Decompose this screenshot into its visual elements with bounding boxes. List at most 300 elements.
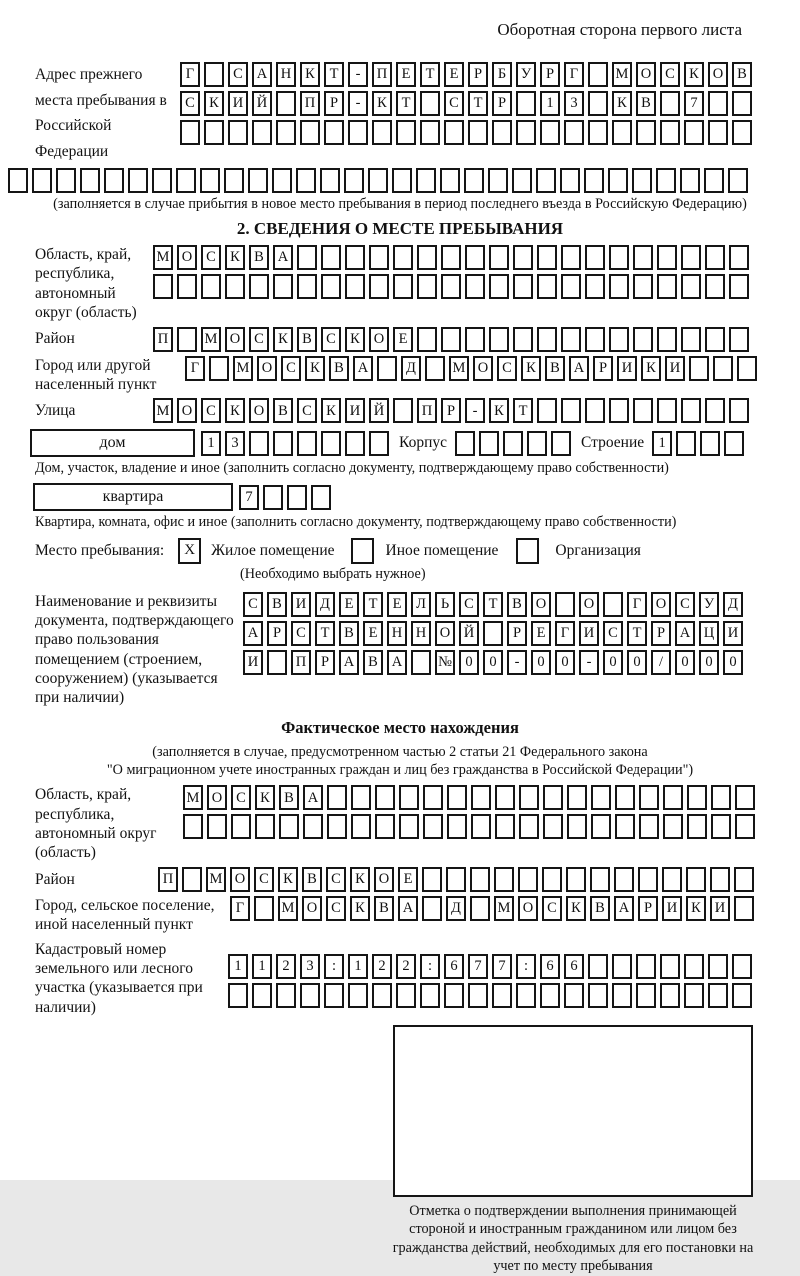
char-cell: М — [494, 896, 514, 921]
char-cell — [588, 983, 608, 1008]
char-cell — [420, 120, 440, 145]
char-cell — [513, 245, 533, 270]
char-cell — [540, 120, 560, 145]
char-cell — [396, 983, 416, 1008]
char-cell — [608, 168, 628, 193]
char-cell — [422, 867, 442, 892]
char-cell — [321, 431, 341, 456]
char-cell: С — [231, 785, 251, 810]
char-cell: К — [521, 356, 541, 381]
char-cell — [320, 168, 340, 193]
char-cell — [615, 785, 635, 810]
char-cell: К — [350, 867, 370, 892]
char-cell — [396, 120, 416, 145]
char-cell — [276, 91, 296, 116]
prev-address-rows — [180, 62, 752, 145]
char-cell: В — [339, 621, 359, 646]
char-cell — [324, 983, 344, 1008]
char-cell — [80, 168, 100, 193]
char-cell: В — [267, 592, 287, 617]
char-cell — [660, 983, 680, 1008]
char-cell: 0 — [459, 650, 479, 675]
al-region-row-2 — [183, 814, 755, 839]
char-cell — [479, 431, 499, 456]
char-cell: : — [420, 954, 440, 979]
char-cell: Б — [492, 62, 512, 87]
stay-other-premises-checkbox[interactable] — [351, 538, 374, 564]
char-cell — [483, 621, 503, 646]
char-cell — [543, 814, 563, 839]
char-cell — [551, 431, 571, 456]
char-cell: 0 — [627, 650, 647, 675]
al-cadastral-label: Кадастровый номер земельного или лесного участка (указывается при наличии) — [35, 940, 203, 1016]
char-cell: К — [225, 398, 245, 423]
char-cell: И — [228, 91, 248, 116]
char-cell: Р — [324, 91, 344, 116]
prev-address-note: (заполняется в случае прибытия в новое место пребывания в период последнего въезда в Российскую Федерацию) — [53, 196, 747, 213]
apartment-cells — [239, 485, 331, 510]
char-cell: Н — [387, 621, 407, 646]
char-cell — [540, 983, 560, 1008]
stay-residential-label: Жилое помещение — [211, 541, 335, 559]
char-cell — [489, 327, 509, 352]
char-cell — [588, 91, 608, 116]
char-cell: В — [590, 896, 610, 921]
char-cell — [636, 120, 656, 145]
char-cell — [276, 120, 296, 145]
char-cell — [614, 867, 634, 892]
char-cell — [585, 245, 605, 270]
char-cell — [567, 785, 587, 810]
char-cell — [351, 814, 371, 839]
char-cell — [300, 983, 320, 1008]
char-cell — [734, 896, 754, 921]
char-cell — [689, 356, 709, 381]
char-cell — [32, 168, 52, 193]
char-cell: - — [579, 650, 599, 675]
char-cell — [543, 785, 563, 810]
char-cell — [588, 120, 608, 145]
document-row-1 — [243, 592, 743, 617]
char-cell — [732, 954, 752, 979]
char-cell: И — [291, 592, 311, 617]
char-cell — [662, 867, 682, 892]
char-cell — [584, 168, 604, 193]
char-cell: О — [302, 896, 322, 921]
char-cell — [224, 168, 244, 193]
char-cell: Й — [459, 621, 479, 646]
char-cell — [724, 431, 744, 456]
al-city-label: Город, сельское поселение, иной населенный пункт — [35, 896, 215, 934]
char-cell — [700, 431, 720, 456]
char-cell: 0 — [603, 650, 623, 675]
stroenie-cells — [652, 431, 744, 456]
char-cell: Т — [396, 91, 416, 116]
document-line — [35, 592, 760, 708]
char-cell: С — [675, 592, 695, 617]
char-cell — [417, 327, 437, 352]
s2-region-row-2 — [153, 274, 749, 299]
char-cell: Е — [444, 62, 464, 87]
char-cell — [680, 168, 700, 193]
char-cell — [104, 168, 124, 193]
char-cell — [209, 356, 229, 381]
char-cell — [297, 431, 317, 456]
char-cell: Г — [230, 896, 250, 921]
char-cell — [681, 245, 701, 270]
char-cell: С — [243, 592, 263, 617]
char-cell: 7 — [239, 485, 259, 510]
char-cell — [633, 398, 653, 423]
char-cell: К — [278, 867, 298, 892]
char-cell: Н — [411, 621, 431, 646]
char-cell — [369, 245, 389, 270]
char-cell — [272, 168, 292, 193]
char-cell — [204, 62, 224, 87]
char-cell: Р — [507, 621, 527, 646]
house-line — [30, 429, 760, 457]
char-cell: С — [180, 91, 200, 116]
char-cell: 2 — [396, 954, 416, 979]
char-cell — [471, 785, 491, 810]
char-cell — [423, 785, 443, 810]
char-cell: Г — [564, 62, 584, 87]
char-cell — [447, 814, 467, 839]
char-cell: А — [387, 650, 407, 675]
char-cell: - — [348, 91, 368, 116]
char-cell — [441, 327, 461, 352]
char-cell: 1 — [228, 954, 248, 979]
char-cell: Е — [387, 592, 407, 617]
char-cell — [561, 274, 581, 299]
char-cell: О — [369, 327, 389, 352]
char-cell: С — [281, 356, 301, 381]
char-cell — [639, 814, 659, 839]
char-cell — [737, 356, 757, 381]
al-cadastral-row-1 — [228, 954, 752, 979]
char-cell: В — [545, 356, 565, 381]
char-cell: А — [675, 621, 695, 646]
char-cell — [660, 91, 680, 116]
document-row-3 — [243, 650, 743, 675]
char-cell — [201, 274, 221, 299]
char-cell: О — [636, 62, 656, 87]
char-cell — [228, 983, 248, 1008]
char-cell — [470, 896, 490, 921]
char-cell: К — [686, 896, 706, 921]
char-cell: 7 — [684, 91, 704, 116]
char-cell — [324, 120, 344, 145]
char-cell — [372, 120, 392, 145]
char-cell: О — [435, 621, 455, 646]
char-cell: В — [279, 785, 299, 810]
char-cell — [416, 168, 436, 193]
house-note: Дом, участок, владение и иное (заполнить согласно документу, подтверждающему право собственности) — [35, 460, 669, 477]
char-cell: Е — [339, 592, 359, 617]
char-cell — [369, 274, 389, 299]
char-cell: : — [516, 954, 536, 979]
stamp-caption: Отметка о подтверждении выполнения принимающей стороной и иностранным гражданином или лицом без гражданства действий, необходимых для его постановки на учет по месту пребывания — [392, 1203, 754, 1275]
char-cell: Т — [513, 398, 533, 423]
char-cell — [494, 867, 514, 892]
char-cell: К — [684, 62, 704, 87]
house-box-label: дом — [30, 429, 195, 457]
char-cell — [612, 983, 632, 1008]
char-cell — [276, 983, 296, 1008]
char-cell: К — [489, 398, 509, 423]
char-cell: С — [603, 621, 623, 646]
char-cell: А — [353, 356, 373, 381]
char-cell — [489, 245, 509, 270]
char-cell — [681, 327, 701, 352]
char-cell — [287, 485, 307, 510]
char-cell — [729, 327, 749, 352]
char-cell — [711, 814, 731, 839]
s2-district-label: Район — [35, 330, 75, 348]
char-cell — [321, 274, 341, 299]
char-cell — [564, 983, 584, 1008]
char-cell — [527, 431, 547, 456]
char-cell — [513, 274, 533, 299]
char-cell: К — [372, 91, 392, 116]
char-cell: С — [497, 356, 517, 381]
char-cell — [440, 168, 460, 193]
char-cell: М — [233, 356, 253, 381]
char-cell: Р — [593, 356, 613, 381]
al-district-line — [35, 867, 760, 892]
char-cell: О — [374, 867, 394, 892]
s2-region-rows — [153, 245, 749, 299]
char-cell — [732, 91, 752, 116]
char-cell — [297, 274, 317, 299]
char-cell — [231, 814, 251, 839]
char-cell: С — [291, 621, 311, 646]
char-cell: С — [326, 867, 346, 892]
section2-title: 2. СВЕДЕНИЯ О МЕСТЕ ПРЕБЫВАНИЯ — [236, 219, 564, 238]
document-rows — [243, 592, 743, 675]
s2-region-label: Область, край, республика, автономный округ (область) — [35, 246, 137, 322]
char-cell: Д — [446, 896, 466, 921]
char-cell: К — [225, 245, 245, 270]
char-cell: Г — [185, 356, 205, 381]
char-cell: Ц — [699, 621, 719, 646]
char-cell — [455, 431, 475, 456]
char-cell: 0 — [699, 650, 719, 675]
char-cell — [447, 785, 467, 810]
confirmation-stamp-box — [393, 1025, 753, 1197]
char-cell — [516, 91, 536, 116]
char-cell — [177, 274, 197, 299]
s2-region-row-1 — [153, 245, 749, 270]
char-cell — [182, 867, 202, 892]
char-cell — [420, 91, 440, 116]
char-cell — [561, 327, 581, 352]
char-cell — [393, 245, 413, 270]
char-cell — [681, 398, 701, 423]
char-cell: Г — [180, 62, 200, 87]
char-cell: 7 — [468, 954, 488, 979]
char-cell — [399, 785, 419, 810]
char-cell: Т — [627, 621, 647, 646]
char-cell — [516, 983, 536, 1008]
char-cell: И — [723, 621, 743, 646]
char-cell — [425, 356, 445, 381]
stay-type-note: (Необходимо выбрать нужное) — [240, 565, 426, 582]
char-cell — [176, 168, 196, 193]
al-region-label: Область, край, республика, автономный округ (область) — [35, 786, 157, 862]
char-cell — [471, 814, 491, 839]
char-cell: А — [252, 62, 272, 87]
char-cell — [561, 398, 581, 423]
char-cell: У — [516, 62, 536, 87]
korpus-label: Корпус — [399, 434, 447, 452]
char-cell: П — [291, 650, 311, 675]
char-cell — [249, 431, 269, 456]
char-cell — [657, 398, 677, 423]
char-cell — [495, 814, 515, 839]
char-cell — [468, 120, 488, 145]
char-cell — [446, 867, 466, 892]
char-cell: М — [183, 785, 203, 810]
char-cell: 0 — [483, 650, 503, 675]
char-cell — [489, 274, 509, 299]
char-cell — [609, 274, 629, 299]
char-cell — [684, 983, 704, 1008]
char-cell — [152, 168, 172, 193]
char-cell: С — [201, 245, 221, 270]
char-cell: И — [617, 356, 637, 381]
char-cell: Н — [276, 62, 296, 87]
document-row-2 — [243, 621, 743, 646]
char-cell — [656, 168, 676, 193]
char-cell: А — [273, 245, 293, 270]
char-cell — [228, 120, 248, 145]
char-cell — [585, 274, 605, 299]
char-cell: Г — [555, 621, 575, 646]
char-cell: 3 — [225, 431, 245, 456]
char-cell: К — [566, 896, 586, 921]
char-cell — [248, 168, 268, 193]
char-cell — [345, 245, 365, 270]
char-cell: В — [363, 650, 383, 675]
char-cell: С — [201, 398, 221, 423]
char-cell: С — [297, 398, 317, 423]
char-cell — [603, 592, 623, 617]
char-cell: 6 — [564, 954, 584, 979]
char-cell — [441, 274, 461, 299]
char-cell — [708, 954, 728, 979]
char-cell: И — [665, 356, 685, 381]
char-cell: 1 — [348, 954, 368, 979]
char-cell: И — [710, 896, 730, 921]
char-cell — [684, 954, 704, 979]
char-cell: Т — [483, 592, 503, 617]
char-cell: Т — [420, 62, 440, 87]
char-cell: М — [278, 896, 298, 921]
char-cell — [503, 431, 523, 456]
char-cell: О — [207, 785, 227, 810]
prev-address-row-2 — [180, 91, 752, 116]
char-cell: П — [300, 91, 320, 116]
char-cell — [687, 785, 707, 810]
char-cell — [279, 814, 299, 839]
char-cell: - — [507, 650, 527, 675]
char-cell — [348, 120, 368, 145]
char-cell — [492, 120, 512, 145]
char-cell: Е — [531, 621, 551, 646]
char-cell — [297, 245, 317, 270]
char-cell — [393, 398, 413, 423]
apartment-note: Квартира, комната, офис и иное (заполнить согласно документу, подтверждающему право собственности) — [35, 514, 677, 530]
char-cell: А — [569, 356, 589, 381]
al-cadastral-line — [35, 940, 760, 1018]
char-cell: № — [435, 650, 455, 675]
char-cell: Р — [540, 62, 560, 87]
char-cell: 7 — [492, 954, 512, 979]
char-cell: Д — [401, 356, 421, 381]
char-cell — [561, 245, 581, 270]
s2-district-line — [35, 327, 760, 352]
stay-residential-checkbox[interactable]: X — [178, 538, 201, 564]
char-cell: О — [225, 327, 245, 352]
char-cell — [609, 327, 629, 352]
korpus-cells — [455, 431, 571, 456]
char-cell — [513, 327, 533, 352]
char-cell: 6 — [444, 954, 464, 979]
char-cell — [327, 785, 347, 810]
char-cell: Ь — [435, 592, 455, 617]
char-cell — [321, 245, 341, 270]
al-city-line — [35, 896, 760, 935]
document-label: Наименование и реквизиты документа, подтверждающего право пользования помещением (строением, сооружением) (указывается при наличии) — [35, 592, 234, 707]
char-cell — [567, 814, 587, 839]
char-cell: К — [641, 356, 661, 381]
char-cell: - — [348, 62, 368, 87]
s2-region-line — [35, 245, 760, 323]
stay-organization-label: Организация — [555, 541, 641, 559]
char-cell — [375, 785, 395, 810]
prev-address-row-4 — [8, 168, 760, 193]
char-cell — [713, 356, 733, 381]
prev-address-label: Адрес прежнего места пребывания в Российской Федерации — [35, 66, 167, 160]
char-cell: 0 — [531, 650, 551, 675]
al-cadastral-rows — [228, 954, 752, 1008]
char-cell: И — [579, 621, 599, 646]
char-cell: В — [297, 327, 317, 352]
char-cell: Й — [252, 91, 272, 116]
stay-organization-checkbox[interactable] — [516, 538, 539, 564]
char-cell — [375, 814, 395, 839]
char-cell — [705, 327, 725, 352]
char-cell: О — [230, 867, 250, 892]
char-cell: 1 — [252, 954, 272, 979]
char-cell — [263, 485, 283, 510]
char-cell — [542, 867, 562, 892]
char-cell — [464, 168, 484, 193]
char-cell — [273, 431, 293, 456]
char-cell — [444, 983, 464, 1008]
char-cell: 1 — [652, 431, 672, 456]
char-cell — [267, 650, 287, 675]
char-cell — [705, 245, 725, 270]
char-cell — [417, 245, 437, 270]
char-cell: М — [206, 867, 226, 892]
char-cell: Л — [411, 592, 431, 617]
al-district-row — [158, 867, 754, 892]
char-cell: 3 — [564, 91, 584, 116]
char-cell: 1 — [540, 91, 560, 116]
char-cell — [519, 814, 539, 839]
